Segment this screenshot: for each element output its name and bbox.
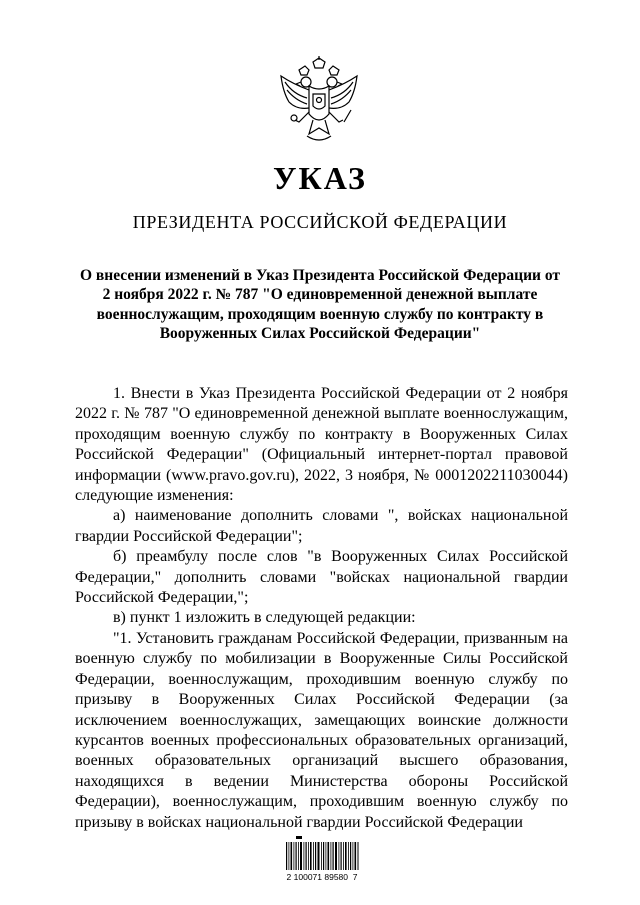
document-body: [75, 384, 568, 833]
barcode-number: 2 100071 89580 7: [286, 872, 358, 882]
paragraph: в) пункт 1 изложить в следующей редакции:: [113, 609, 416, 627]
coat-of-arms-icon: [269, 56, 369, 152]
paragraph: б) преамбулу после слов "в Вооруженных Силах Российской Федерации," дополнить словами "войсках национальной гвардии Российской Федерации,";: [75, 548, 568, 607]
paragraph: 1. Внести в Указ Президента Российской Федерации от 2 ноября 2022 г. № 787 "О единовременной денежной выплате военнослужащим, проходящим военную службу по контракту в Вооруженных Силах Российской Федерации" (Официальный интернет-портал правовой информации (www.pravo.gov.ru), 2022, 3 ноября, № 0001202211030044) следующие изменения:: [75, 385, 568, 505]
document-issuer: ПРЕЗИДЕНТА РОССИЙСКОЙ ФЕДЕРАЦИИ: [132, 212, 508, 232]
paragraph: а) наименование дополнить словами ", войсках национальной гвардии Российской Федерации";: [75, 507, 568, 545]
document-title: УКАЗ: [273, 160, 367, 196]
document-heading: О внесении изменений в Указ Президента Российской Федерации от 2 ноября 2022 г. № 787 "О единовременной денежной выплате военнослужащим, проходящим военную службу по контракту в Вооруженных Силах Российской Федерации": [80, 267, 560, 343]
barcode: [282, 836, 362, 892]
barcode-icon: [282, 836, 362, 870]
paragraph: "1. Установить гражданам Российской Федерации, призванным на военную службу по мобилизации в Вооруженные Силы Российской Федерации, военнослужащим, проходившим военную службу по призыву в Вооруженных Силах Российской Федерации (за исключением военнослужащих, замещающих воинские должности курсантов военных профессиональных образовательных организаций, военных образовательных организаций высшего образования, находящихся в ведении Министерства обороны Российской Федерации), военнослужащим, проходившим военную службу по призыву в войсках национальной гвардии Российской Федерации: [75, 629, 568, 831]
